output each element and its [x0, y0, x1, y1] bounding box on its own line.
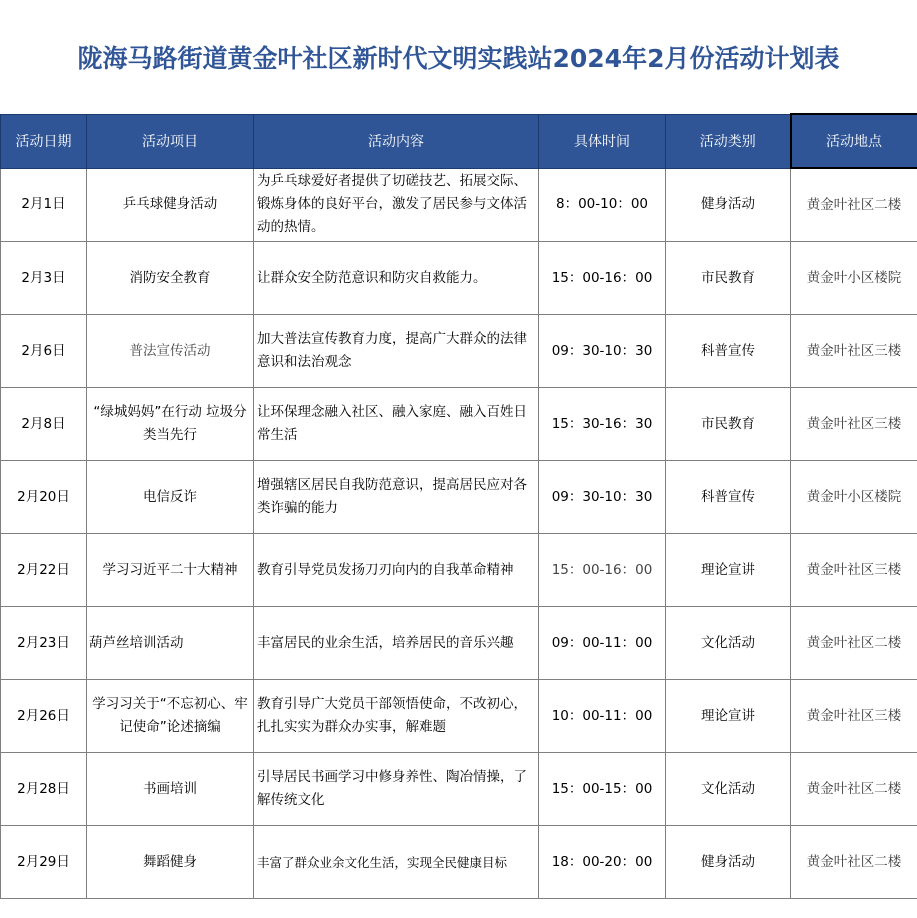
header-location: 活动地点: [791, 114, 917, 168]
table-row: [1, 753, 917, 826]
header-content: 活动内容: [254, 114, 539, 168]
cell-project: 学习习近平二十大精神: [87, 534, 254, 607]
cell-content: 引导居民书画学习中修身养性、陶冶情操，了解传统文化: [254, 753, 539, 826]
cell-category: 健身活动: [666, 168, 791, 242]
table-row: [1, 168, 917, 242]
cell-category: 文化活动: [666, 753, 791, 826]
cell-location: 黄金叶社区三楼: [791, 534, 917, 607]
cell-category: 理论宣讲: [666, 680, 791, 753]
cell-category: 市民教育: [666, 242, 791, 315]
cell-project: 葫芦丝培训活动: [87, 607, 254, 680]
cell-location: 黄金叶社区三楼: [791, 388, 917, 461]
cell-project: 学习习关于“不忘初心、牢记使命”论述摘编: [87, 680, 254, 753]
cell-location: 黄金叶小区楼院: [791, 242, 917, 315]
cell-date: 2月28日: [1, 753, 87, 826]
cell-location: 黄金叶社区三楼: [791, 315, 917, 388]
cell-time: 18：00-20：00: [539, 826, 666, 899]
header-time: 具体时间: [539, 114, 666, 168]
cell-time: 09：30-10：30: [539, 315, 666, 388]
cell-content: 让环保理念融入社区、融入家庭、融入百姓日常生活: [254, 388, 539, 461]
table-row: [1, 242, 917, 315]
cell-time: 15：00-16：00: [539, 242, 666, 315]
activity-table: [0, 113, 917, 899]
cell-date: 2月23日: [1, 607, 87, 680]
table-row: [1, 534, 917, 607]
cell-content: 教育引导广大党员干部领悟使命，不改初心，扎扎实实为群众办实事，解难题: [254, 680, 539, 753]
cell-time: 10：00-11：00: [539, 680, 666, 753]
cell-time: 15：00-16：00: [539, 534, 666, 607]
page-title: 陇海马路街道黄金叶社区新时代文明实践站2024年2月份活动计划表: [77, 43, 840, 73]
cell-content: 加大普法宣传教育力度，提高广大群众的法律意识和法治观念: [254, 315, 539, 388]
cell-category: 科普宣传: [666, 315, 791, 388]
cell-location: 黄金叶社区二楼: [791, 607, 917, 680]
cell-time: 09：00-11：00: [539, 607, 666, 680]
cell-time: 15：30-16：30: [539, 388, 666, 461]
cell-project: 普法宣传活动: [87, 315, 254, 388]
cell-date: 2月22日: [1, 534, 87, 607]
cell-content: 丰富居民的业余生活，培养居民的音乐兴趣: [254, 607, 539, 680]
cell-date: 2月29日: [1, 826, 87, 899]
cell-project: 乒乓球健身活动: [87, 168, 254, 242]
cell-project: 舞蹈健身: [87, 826, 254, 899]
cell-location: 黄金叶小区楼院: [791, 461, 917, 534]
cell-time: 15：00-15：00: [539, 753, 666, 826]
header-date: 活动日期: [1, 114, 87, 168]
cell-location: 黄金叶社区二楼: [791, 168, 917, 242]
cell-date: 2月6日: [1, 315, 87, 388]
header-row: [1, 114, 917, 168]
cell-category: 科普宣传: [666, 461, 791, 534]
cell-content: 让群众安全防范意识和防灾自救能力。: [254, 242, 539, 315]
cell-content: 教育引导党员发扬刀刃向内的自我革命精神: [254, 534, 539, 607]
cell-date: 2月20日: [1, 461, 87, 534]
cell-content: 增强辖区居民自我防范意识，提高居民应对各类诈骗的能力: [254, 461, 539, 534]
cell-time: 8：00-10：00: [539, 168, 666, 242]
cell-category: 理论宣讲: [666, 534, 791, 607]
header-category: 活动类别: [666, 114, 791, 168]
cell-content: 丰富了群众业余文化生活，实现全民健康目标: [254, 826, 539, 899]
cell-location: 黄金叶社区二楼: [791, 826, 917, 899]
table-row: [1, 680, 917, 753]
cell-time: 09：30-10：30: [539, 461, 666, 534]
cell-project: 电信反诈: [87, 461, 254, 534]
cell-location: 黄金叶社区二楼: [791, 753, 917, 826]
cell-date: 2月1日: [1, 168, 87, 242]
cell-category: 文化活动: [666, 607, 791, 680]
cell-date: 2月26日: [1, 680, 87, 753]
cell-date: 2月8日: [1, 388, 87, 461]
cell-category: 健身活动: [666, 826, 791, 899]
cell-project: 消防安全教育: [87, 242, 254, 315]
header-project: 活动项目: [87, 114, 254, 168]
table-row: [1, 826, 917, 899]
cell-content: 为乒乓球爱好者提供了切磋技艺、拓展交际、锻炼身体的良好平台，激发了居民参与文体活动的热情。: [254, 168, 539, 242]
cell-project: “绿城妈妈”在行动 垃圾分类当先行: [87, 388, 254, 461]
table-row: [1, 388, 917, 461]
cell-project: 书画培训: [87, 753, 254, 826]
cell-category: 市民教育: [666, 388, 791, 461]
table-row: [1, 461, 917, 534]
table-row: [1, 607, 917, 680]
cell-date: 2月3日: [1, 242, 87, 315]
table-row: [1, 315, 917, 388]
cell-location: 黄金叶社区三楼: [791, 680, 917, 753]
